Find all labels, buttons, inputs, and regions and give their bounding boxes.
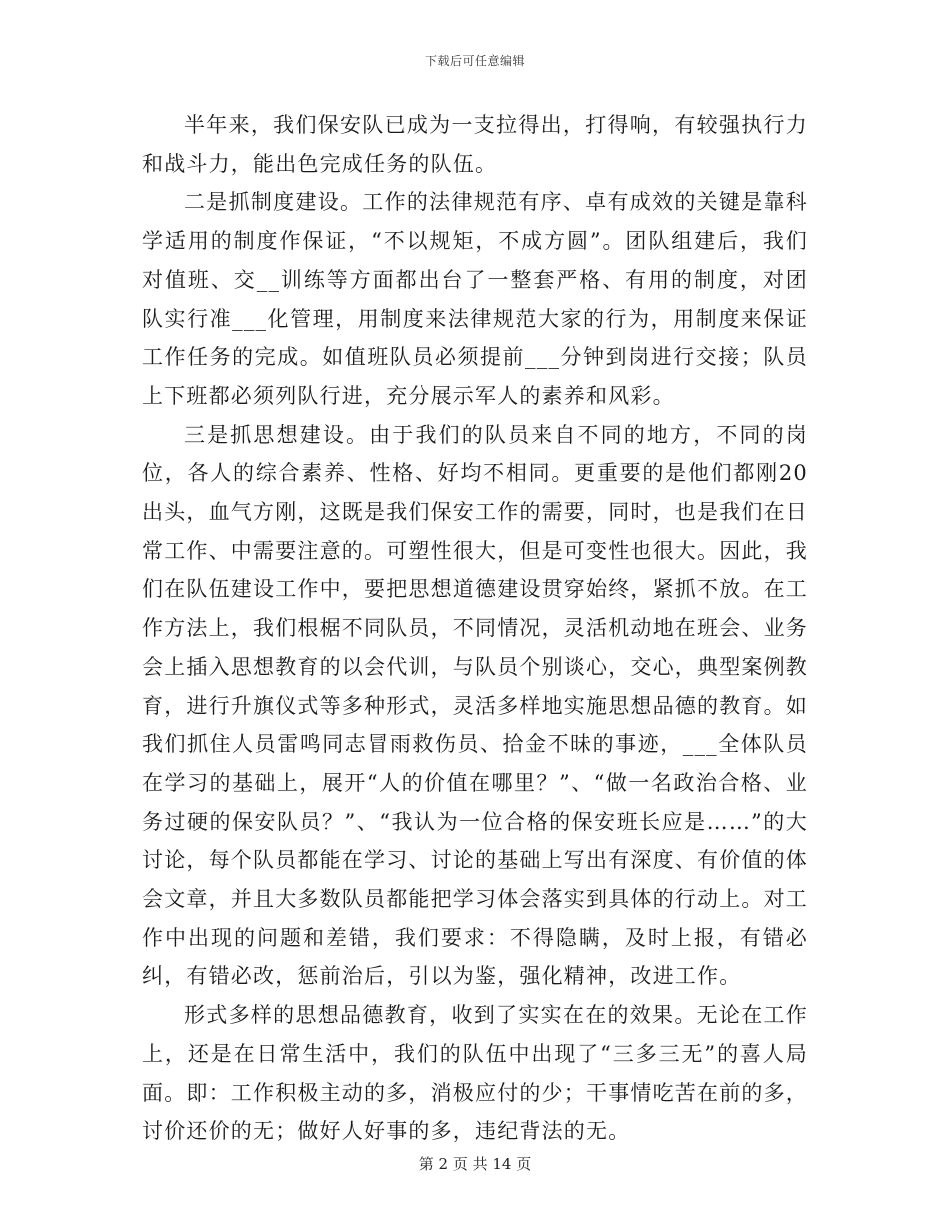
page-header-note: 下载后可任意编辑 (424, 54, 525, 68)
paragraph-team-summary: 半年来，我们保安队已成为一支拉得出，打得响，有较强执行力和战斗力，能出色完成任务的队伍。 (142, 113, 808, 176)
page-number-footer: 第 2 页 共 14 页 (418, 1155, 532, 1173)
paragraph-institution-building: 二是抓制度建设。工作的法律规范有序、卓有成效的关键是靠科学适用的制度作保证，“不以规矩，不成方圆”。团队组建后，我们对值班、交__训练等方面都出台了一整套严格、有用的制度，对团队实行准___化管理，用制度来法律规范大家的行为，用制度来保证工作任务的完成。如值班队员必须提前___分钟到岗进行交接；队员上下班都必须列队行进，充分展示军人的素养和风彩。 (142, 190, 808, 408)
paragraph-education-results: 形式多样的思想品德教育，收到了实实在在的效果。无论在工作上，还是在日常生活中，我们的队伍中出现了“三多三无”的喜人局面。即：工作积极主动的多，消极应付的少；干事情吃苦在前的多，讨价还价的无；做好人好事的多，违纪背法的无。 (142, 1003, 808, 1144)
document-body (142, 106, 808, 1151)
paragraph-ideological-building: 三是抓思想建设。由于我们的队员来自不同的地方，不同的岗位，各人的综合素养、性格、好均不相同。更重要的是他们都刚20出头，血气方刚，这既是我们保安工作的需要，同时，也是我们在日常工作、中需要注意的。可塑性很大，但是可变性也很大。因此，我们在队伍建设工作中，要把思想道德建设贯穿始终，紧抓不放。在工作方法上，我们根椐不同队员，不同情况，灵活机动地在班会、业务会上插入思想教育的以会代训，与队员个别谈心，交心，典型案例教育，进行升旗仪式等多种形式，灵活多样地实施思想品德的教育。如我们抓住人员雷鸣同志冒雨救伤员、拾金不昧的事迹，___全体队员在学习的基础上，展开“人的价值在哪里？”、“做一名政治合格、业务过硬的保安队员？”、“我认为一位合格的保安班长应是……”的大讨论，每个队员都能在学习、讨论的基础上写出有深度、有价值的体会文章，并且大多数队员都能把学习体会落实到具体的行动上。对工作中出现的问题和差错，我们要求：不得隐瞒，及时上报，有错必纠，有错必改，惩前治后，引以为鉴，强化精神，改进工作。 (142, 422, 808, 989)
